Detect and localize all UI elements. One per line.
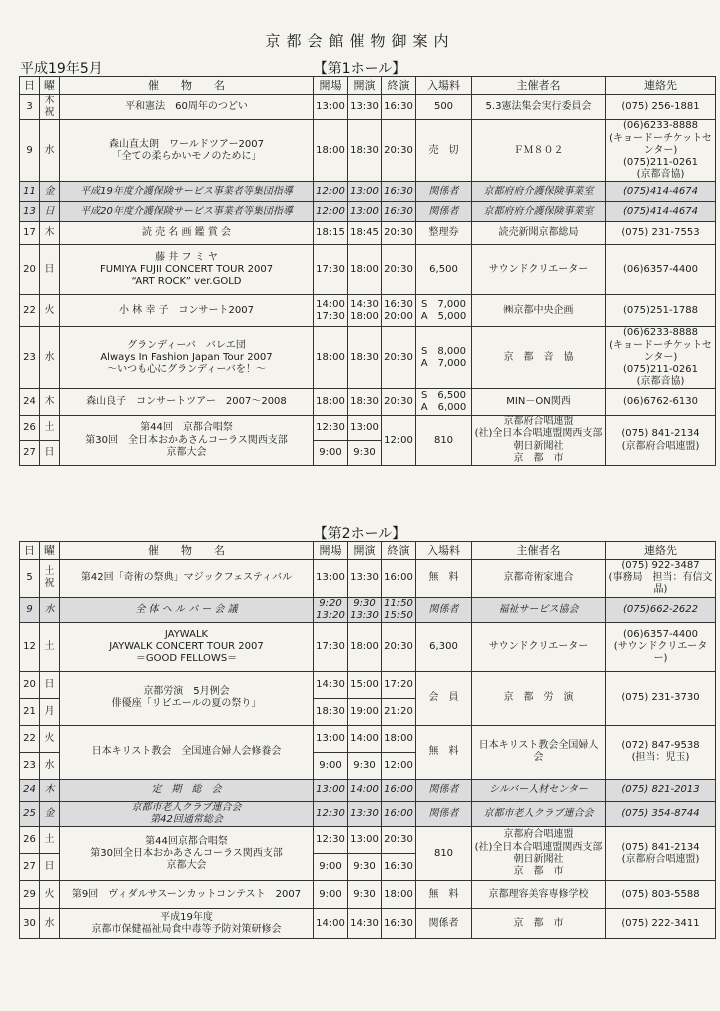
table-row xyxy=(20,671,716,698)
column-header: 終演 xyxy=(382,542,416,560)
contact: (075) 231-7553 xyxy=(606,222,716,245)
start-time: 18:00 xyxy=(348,622,382,671)
contact: (06)6357-4400 (サウンドクリエーター) xyxy=(606,622,716,671)
organizer: ＦＭ８０２ xyxy=(472,120,606,182)
contact: (075) 354-8744 xyxy=(606,801,716,826)
contact: (06)6233-8888 (キョードーチケットセンター) (075)211-0261 (京都音協) xyxy=(606,120,716,182)
event-name: 第42回「奇術の祭典」マジックフェスティバル xyxy=(60,560,314,598)
event-name: 小 林 幸 子 コンサート2007 xyxy=(60,295,314,327)
weekday-cell: 木 xyxy=(40,222,60,245)
day-cell: 27 xyxy=(20,854,40,881)
start-time: 9:30 xyxy=(348,854,382,881)
fee-cell: 関係者 xyxy=(416,597,472,622)
start-time: 14:00 xyxy=(348,725,382,752)
column-header: 終演 xyxy=(382,77,416,95)
weekday-cell: 日 xyxy=(40,245,60,295)
day-cell: 17 xyxy=(20,222,40,245)
day-cell: 24 xyxy=(20,389,40,416)
open-time: 12:00 xyxy=(314,182,348,202)
weekday-cell: 日 xyxy=(40,854,60,881)
weekday-cell: 日 xyxy=(40,202,60,222)
open-time: 13:00 xyxy=(314,779,348,801)
organizer: 京都奇術家連合 xyxy=(472,560,606,598)
table-row xyxy=(20,120,716,182)
page-title: 京都会館催物御案内 xyxy=(265,32,455,50)
open-time: 9:20 13:20 xyxy=(314,597,348,622)
open-time: 9:00 xyxy=(314,752,348,779)
organizer: 読売新聞京都総局 xyxy=(472,222,606,245)
contact: (072) 847-9538 (担当：児玉) xyxy=(606,725,716,779)
event-name: 第44回 京都合唱祭 第30回 全日本おかあさんコーラス関西支部 京都大会 xyxy=(60,416,314,466)
open-time: 18:30 xyxy=(314,698,348,725)
column-header: 連絡先 xyxy=(606,542,716,560)
day-cell: 12 xyxy=(20,622,40,671)
end-time: 16:30 xyxy=(382,182,416,202)
fee-cell: 関係者 xyxy=(416,182,472,202)
fee-cell: S 8,000 A 7,000 xyxy=(416,327,472,389)
end-time: 16:30 xyxy=(382,95,416,120)
contact: (075) 222-3411 xyxy=(606,909,716,939)
column-header: 曜 xyxy=(40,542,60,560)
column-header: 開場 xyxy=(314,542,348,560)
table-row xyxy=(20,881,716,909)
start-time: 19:00 xyxy=(348,698,382,725)
column-header: 開場 xyxy=(314,77,348,95)
start-time: 9:30 xyxy=(348,752,382,779)
fee-cell: 6,300 xyxy=(416,622,472,671)
contact: (075) 821-2013 xyxy=(606,779,716,801)
contact: (075) 231-3730 xyxy=(606,671,716,725)
start-time: 14:00 xyxy=(348,779,382,801)
contact: (06)6762-6130 xyxy=(606,389,716,416)
open-time: 14:00 17:30 xyxy=(314,295,348,327)
event-name: 平成19年度 京都市保健福祉局食中毒等予防対策研修会 xyxy=(60,909,314,939)
organizer: 京都府合唱連盟 (社)全日本合唱連盟関西支部 朝日新聞社 京 都 市 xyxy=(472,416,606,466)
end-time: 16:00 xyxy=(382,801,416,826)
column-header: 日 xyxy=(20,542,40,560)
weekday-cell: 水 xyxy=(40,327,60,389)
weekday-cell: 水 xyxy=(40,120,60,182)
header-row xyxy=(20,542,716,560)
table-row xyxy=(20,801,716,826)
weekday-cell: 金 xyxy=(40,801,60,826)
header-row xyxy=(20,77,716,95)
day-cell: 26 xyxy=(20,416,40,441)
organizer: 京 都 音 協 xyxy=(472,327,606,389)
day-cell: 22 xyxy=(20,295,40,327)
end-time: 16:00 xyxy=(382,560,416,598)
open-time: 18:00 xyxy=(314,327,348,389)
table-row xyxy=(20,202,716,222)
fee-cell: S 7,000 A 5,000 xyxy=(416,295,472,327)
day-cell: 26 xyxy=(20,827,40,854)
column-header: 主催者名 xyxy=(472,542,606,560)
table-row xyxy=(20,597,716,622)
organizer: ㈱京都中央企画 xyxy=(472,295,606,327)
day-cell: 20 xyxy=(20,245,40,295)
end-time: 12:00 xyxy=(382,416,416,466)
weekday-cell: 火 xyxy=(40,295,60,327)
organizer: 京都府府介護保険事業室 xyxy=(472,202,606,222)
weekday-cell: 火 xyxy=(40,881,60,909)
start-time: 14:30 xyxy=(348,909,382,939)
event-name: 読 売 名 画 鑑 賞 会 xyxy=(60,222,314,245)
day-cell: 25 xyxy=(20,801,40,826)
hall2-label: 【第2ホール】 xyxy=(313,526,407,542)
start-time: 9:30 13:30 xyxy=(348,597,382,622)
end-time: 16:30 xyxy=(382,854,416,881)
fee-cell: 810 xyxy=(416,827,472,881)
end-time: 20:30 xyxy=(382,827,416,854)
start-time: 18:45 xyxy=(348,222,382,245)
end-time: 16:30 20:00 xyxy=(382,295,416,327)
day-cell: 11 xyxy=(20,182,40,202)
fee-cell: 関係者 xyxy=(416,909,472,939)
day-cell: 29 xyxy=(20,881,40,909)
open-time: 12:30 xyxy=(314,416,348,441)
organizer: MIN－ON関西 xyxy=(472,389,606,416)
event-name: 平和憲法 60周年のつどい xyxy=(60,95,314,120)
open-time: 9:00 xyxy=(314,441,348,466)
day-cell: 3 xyxy=(20,95,40,120)
day-cell: 21 xyxy=(20,698,40,725)
contact: (075) 922-3487 (事務局 担当：有信文晶) xyxy=(606,560,716,598)
event-name: JAYWALK JAYWALK CONCERT TOUR 2007 ＝GOOD FELLOWS＝ xyxy=(60,622,314,671)
end-time: 17:20 xyxy=(382,671,416,698)
day-cell: 23 xyxy=(20,752,40,779)
contact: (075)251-1788 xyxy=(606,295,716,327)
organizer: サウンドクリエーター xyxy=(472,622,606,671)
organizer: 京都府合唱連盟 (社)全日本合唱連盟関西支部 朝日新聞社 京 都 市 xyxy=(472,827,606,881)
start-time: 18:30 xyxy=(348,120,382,182)
weekday-cell: 火 xyxy=(40,725,60,752)
event-name: グランディーバ バレエ団 Always In Fashion Japan Tour 2007 ～いつも心にグランディーバを！～ xyxy=(60,327,314,389)
end-time: 20:30 xyxy=(382,120,416,182)
hall1-label: 【第1ホール】 xyxy=(313,61,407,77)
event-name: 第9回 ヴィダルサスーンカットコンテスト 2007 xyxy=(60,881,314,909)
table-row xyxy=(20,182,716,202)
weekday-cell: 土 xyxy=(40,622,60,671)
table-row xyxy=(20,909,716,939)
end-time: 20:30 xyxy=(382,245,416,295)
weekday-cell: 水 xyxy=(40,597,60,622)
table-row xyxy=(20,222,716,245)
end-time: 16:30 xyxy=(382,909,416,939)
start-time: 13:00 xyxy=(348,827,382,854)
weekday-cell: 水 xyxy=(40,909,60,939)
fee-cell: 6,500 xyxy=(416,245,472,295)
start-time: 18:30 xyxy=(348,389,382,416)
event-name: 森山良子 コンサートツアー 2007～2008 xyxy=(60,389,314,416)
fee-cell: 会 員 xyxy=(416,671,472,725)
open-time: 9:00 xyxy=(314,854,348,881)
contact: (075) 841-2134 (京都府合唱連盟) xyxy=(606,827,716,881)
column-header: 主催者名 xyxy=(472,77,606,95)
end-time: 18:00 xyxy=(382,881,416,909)
start-time: 18:00 xyxy=(348,245,382,295)
open-time: 14:00 xyxy=(314,909,348,939)
event-name: 京都労演 5月例会 俳優座「リビエールの夏の祭り」 xyxy=(60,671,314,725)
fee-cell: 無 料 xyxy=(416,881,472,909)
event-name: 森山直太朗 ワールドツアー2007 「全ての柔らかいモノのために」 xyxy=(60,120,314,182)
fee-cell: S 6,500 A 6,000 xyxy=(416,389,472,416)
end-time: 20:30 xyxy=(382,327,416,389)
table-row xyxy=(20,95,716,120)
event-name: 日本キリスト教会 全国連合婦人会修養会 xyxy=(60,725,314,779)
day-cell: 30 xyxy=(20,909,40,939)
fee-cell: 無 料 xyxy=(416,725,472,779)
day-cell: 9 xyxy=(20,597,40,622)
start-time: 13:30 xyxy=(348,560,382,598)
day-cell: 9 xyxy=(20,120,40,182)
day-cell: 27 xyxy=(20,441,40,466)
contact: (06)6233-8888 (キョードーチケットセンター) (075)211-0261 (京都音協) xyxy=(606,327,716,389)
table-row xyxy=(20,827,716,854)
weekday-cell: 木 xyxy=(40,779,60,801)
event-name: 平成20年度介護保険サービス事業者等集団指導 xyxy=(60,202,314,222)
table-row xyxy=(20,389,716,416)
date-label: 平成19年5月 xyxy=(20,61,103,77)
day-cell: 22 xyxy=(20,725,40,752)
fee-cell: 無 料 xyxy=(416,560,472,598)
table-row xyxy=(20,622,716,671)
start-time: 13:30 xyxy=(348,801,382,826)
fee-cell: 整理券 xyxy=(416,222,472,245)
day-cell: 24 xyxy=(20,779,40,801)
contact: (075) 803-5588 xyxy=(606,881,716,909)
end-time: 16:00 xyxy=(382,779,416,801)
table-row xyxy=(20,416,716,441)
open-time: 13:00 xyxy=(314,560,348,598)
open-time: 18:00 xyxy=(314,389,348,416)
organizer: 京都府府介護保険事業室 xyxy=(472,182,606,202)
organizer: 京都市老人クラブ連合会 xyxy=(472,801,606,826)
open-time: 14:30 xyxy=(314,671,348,698)
end-time: 20:30 xyxy=(382,622,416,671)
start-time: 13:00 xyxy=(348,416,382,441)
event-name: 定 期 総 会 xyxy=(60,779,314,801)
start-time: 18:30 xyxy=(348,327,382,389)
table-row xyxy=(20,295,716,327)
column-header: 入場料 xyxy=(416,77,472,95)
open-time: 9:00 xyxy=(314,881,348,909)
start-time: 13:30 xyxy=(348,95,382,120)
start-time: 9:30 xyxy=(348,441,382,466)
open-time: 13:00 xyxy=(314,725,348,752)
table-row xyxy=(20,245,716,295)
fee-cell: 関係者 xyxy=(416,779,472,801)
contact: (075)414-4674 xyxy=(606,202,716,222)
day-cell: 23 xyxy=(20,327,40,389)
weekday-cell: 日 xyxy=(40,671,60,698)
event-name: 全 体 ヘ ル パ ー 会 議 xyxy=(60,597,314,622)
fee-cell: 関係者 xyxy=(416,801,472,826)
day-cell: 13 xyxy=(20,202,40,222)
end-time: 20:30 xyxy=(382,389,416,416)
day-cell: 5 xyxy=(20,560,40,598)
event-name: 京都市老人クラブ連合会 第42回通常総会 xyxy=(60,801,314,826)
weekday-cell: 金 xyxy=(40,182,60,202)
open-time: 18:15 xyxy=(314,222,348,245)
organizer: シルバー人材センター xyxy=(472,779,606,801)
hall1-table xyxy=(19,76,716,466)
hall2-table xyxy=(19,541,716,939)
organizer: 日本キリスト教会全国婦人会 xyxy=(472,725,606,779)
weekday-cell: 日 xyxy=(40,441,60,466)
column-header: 入場料 xyxy=(416,542,472,560)
end-time: 11:50 15:50 xyxy=(382,597,416,622)
fee-cell: 500 xyxy=(416,95,472,120)
event-name: 平成19年度介護保険サービス事業者等集団指導 xyxy=(60,182,314,202)
open-time: 17:30 xyxy=(314,245,348,295)
column-header: 催 物 名 xyxy=(60,77,314,95)
organizer: 京 都 労 演 xyxy=(472,671,606,725)
column-header: 曜 xyxy=(40,77,60,95)
end-time: 18:00 xyxy=(382,725,416,752)
end-time: 16:30 xyxy=(382,202,416,222)
table-row xyxy=(20,327,716,389)
day-cell: 20 xyxy=(20,671,40,698)
open-time: 12:00 xyxy=(314,202,348,222)
column-header: 開演 xyxy=(348,77,382,95)
column-header: 催 物 名 xyxy=(60,542,314,560)
weekday-cell: 土 xyxy=(40,416,60,441)
organizer: 京 都 市 xyxy=(472,909,606,939)
column-header: 日 xyxy=(20,77,40,95)
end-time: 20:30 xyxy=(382,222,416,245)
contact: (075) 256-1881 xyxy=(606,95,716,120)
column-header: 開演 xyxy=(348,542,382,560)
open-time: 18:00 xyxy=(314,120,348,182)
weekday-cell: 木 祝 xyxy=(40,95,60,120)
start-time: 15:00 xyxy=(348,671,382,698)
weekday-cell: 土 祝 xyxy=(40,560,60,598)
end-time: 12:00 xyxy=(382,752,416,779)
fee-cell: 売 切 xyxy=(416,120,472,182)
start-time: 13:00 xyxy=(348,182,382,202)
contact: (075)414-4674 xyxy=(606,182,716,202)
event-name: 藤 井 フ ミ ヤ FUMIYA FUJII CONCERT TOUR 2007 “ART ROCK” ver.GOLD xyxy=(60,245,314,295)
fee-cell: 関係者 xyxy=(416,202,472,222)
column-header: 連絡先 xyxy=(606,77,716,95)
contact: (075) 841-2134 (京都府合唱連盟) xyxy=(606,416,716,466)
event-name: 第44回京都合唱祭 第30回全日本おかあさんコーラス関西支部 京都大会 xyxy=(60,827,314,881)
table-row xyxy=(20,779,716,801)
contact: (075)662-2622 xyxy=(606,597,716,622)
start-time: 13:00 xyxy=(348,202,382,222)
weekday-cell: 月 xyxy=(40,698,60,725)
open-time: 12:30 xyxy=(314,827,348,854)
start-time: 9:30 xyxy=(348,881,382,909)
start-time: 14:30 18:00 xyxy=(348,295,382,327)
organizer: サウンドクリエーター xyxy=(472,245,606,295)
open-time: 12:30 xyxy=(314,801,348,826)
organizer: 福祉サービス協会 xyxy=(472,597,606,622)
weekday-cell: 木 xyxy=(40,389,60,416)
open-time: 17:30 xyxy=(314,622,348,671)
weekday-cell: 水 xyxy=(40,752,60,779)
weekday-cell: 土 xyxy=(40,827,60,854)
table-row xyxy=(20,560,716,598)
open-time: 13:00 xyxy=(314,95,348,120)
table-row xyxy=(20,725,716,752)
organizer: 5.3憲法集会実行委員会 xyxy=(472,95,606,120)
fee-cell: 810 xyxy=(416,416,472,466)
end-time: 21:20 xyxy=(382,698,416,725)
contact: (06)6357-4400 xyxy=(606,245,716,295)
organizer: 京都理容美容専修学校 xyxy=(472,881,606,909)
